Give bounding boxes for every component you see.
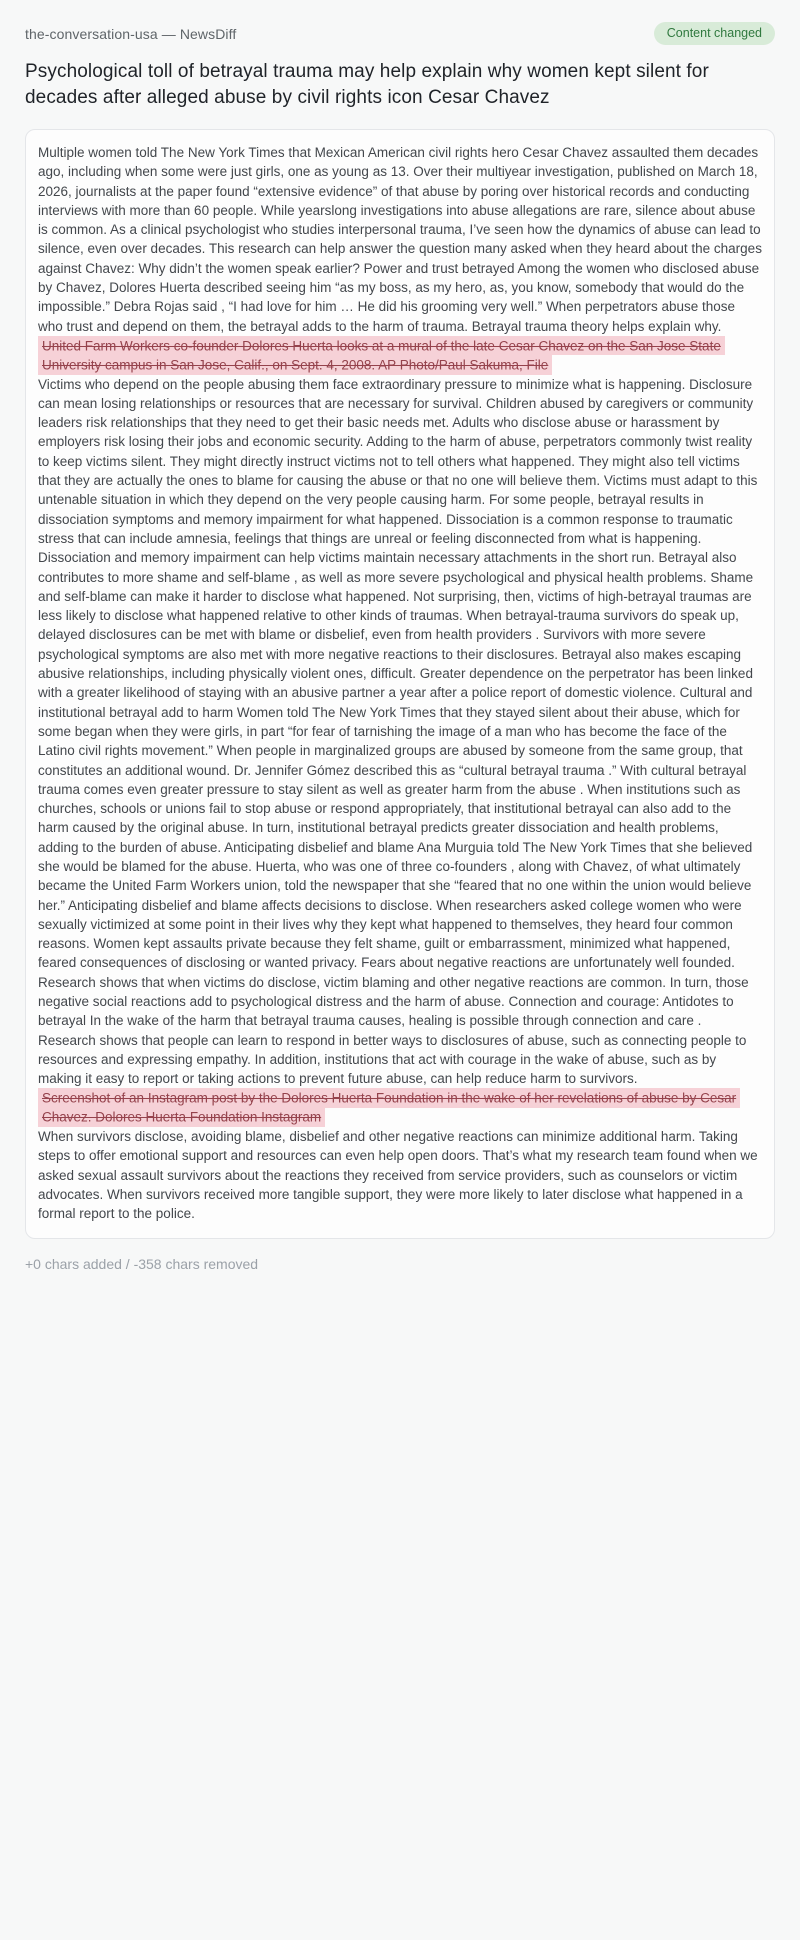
- page-title: Psychological toll of betrayal trauma may help explain why women kept silent for decades after alleged abuse by civil rights icon Cesar Chavez: [25, 61, 709, 108]
- article-segment: Multiple women told The New York Times that Mexican American civil rights hero Cesar Chavez assaulted them decades ago, including when some were just girls, one as young as 13. Over their multiyear investigation, published on March 18, 2026, journalists at the paper found “extensive evidence” of that abuse by poring over historical records and conducting interviews with more than 60 people. While yearslong investigations into abuse allegations are rare, silence about abuse is common. As a clinical psychologist who studies interpersonal trauma, I’ve seen how the dynamics of abuse can lead to silence, even over decades. This research can help answer the question many asked when they heard about the charges against Chavez: Why didn’t the women speak earlier? Power and trust betrayed Among the women who disclosed abuse by Chavez, Dolores Huerta described seeing him “as my boss, as my hero, as, you know, somebody that would do the impossible.” Debra Rojas said , “I had love for him … He did his grooming very well.” When perpetrators abuse those who trust and depend on them, the betrayal adds to the harm of trauma. Betrayal trauma theory helps explain why.: [38, 145, 762, 334]
- article-segment: When survivors disclose, avoiding blame, disbelief and other negative reactions can minimize additional harm. Taking steps to offer emotional support and resources can even help open doors. That’s what my research team found when we asked sexual assault survivors about the reactions they received from service providers, such as counselors or victim advocates. When survivors received more tangible support, they were more likely to later disclose what happened in a formal report to the police.: [38, 1129, 758, 1222]
- topbar: [25, 22, 775, 45]
- diff-summary: +0 chars added / -358 chars removed: [25, 1255, 259, 1272]
- article-body: [38, 143, 762, 1224]
- removed-segment: [38, 336, 762, 375]
- source-breadcrumb: the-conversation-usa — NewsDiff: [25, 25, 237, 42]
- removed-text: Screenshot of an Instagram post by the Dolores Huerta Foundation in the wake of her revelations of abuse by Cesar Chavez. Dolores Huerta Foundation Instagram: [38, 1088, 740, 1127]
- newsdiff-page: [25, 0, 775, 1272]
- article-diff-card: [25, 129, 775, 1239]
- status-badge: Content changed: [654, 22, 775, 45]
- removed-segment: [38, 1089, 762, 1128]
- article-segment: Victims who depend on the people abusing them face extraordinary pressure to minimize what is happening. Disclosure can mean losing relationships or resources that are necessary for survival. Children abused by caregivers or community leaders risk relationships that they need to get their basic needs met. Adults who disclose abuse or harassment by employers risk losing their jobs and economic security. Adding to the harm of abuse, perpetrators commonly twist reality to keep victims silent. They might directly instruct victims not to tell others what happened. They might also tell victims that they are actually the ones to blame for causing the abuse or that no one will believe them. Victims must adapt to this untenable situation in which they depend on the very people causing harm. For some people, betrayal results in dissociation symptoms and memory impairment for what happened. Dissociation is a common response to traumatic stress that can include amnesia, feelings that things are unreal or feeling disconnected from what is happening. Dissociation and memory impairment can help victims maintain necessary attachments in the short run. Betrayal also contributes to more shame and self-blame , as well as more severe psychological and physical health problems. Shame and self-blame can make it harder to disclose what happened. Not surprising, then, victims of high-betrayal traumas are less likely to disclose what happened relative to other kinds of traumas. When betrayal-trauma survivors do speak up, delayed disclosures can be met with blame or disbelief, even from health providers . Survivors with more severe psychological symptoms are also met with more negative reactions to their disclosures. Betrayal also makes escaping abusive relationships, including physically violent ones, difficult. Greater dependence on the perpetrator has been linked with a greater likelihood of staying with an abusive partner a year after a police report of domestic violence. Cultural and institutional betrayal add to harm Women told The New York Times that they stayed silent about their abuse, which for some began when they were girls, in part “for fear of tarnishing the image of a man who has become the face of the Latino civil rights movement.” When people in marginalized groups are abused by someone from the same group, that constitutes an additional wound. Dr. Jennifer Gómez described this as “cultural betrayal trauma .” With cultural betrayal trauma comes even greater pressure to stay silent as well as greater harm from the abuse . When institutions such as churches, schools or unions fail to stop abuse or respond appropriately, that institutional betrayal can also add to the harm caused by the original abuse. In turn, institutional betrayal predicts greater dissociation and health problems, adding to the burden of abuse. Anticipating disbelief and blame Ana Murguia told The New York Times that she believed she would be blamed for the abuse. Huerta, who was one of three co-founders , along with Chavez, of what ultimately became the United Farm Workers union, told the newspaper that she “feared that no one within the union would believe her.” Anticipating disbelief and blame affects decisions to disclose. When researchers asked college women who were sexually victimized at some point in their lives why they kept what happened to themselves, they heard four common reasons. Women kept assaults private because they felt shame, guilt or embarrassment, minimized what happened, feared consequences of disclosing or wanted privacy. Fears about negative reactions are unfortunately well founded. Research shows that when victims do disclose, victim blaming and other negative reactions are common. In turn, those negative social reactions add to psychological distress and the harm of abuse. Connection and courage: Antidotes to betrayal In the wake of the harm that betrayal trauma causes, healing is possible through connection and care . Research shows that people can learn to respond in better ways to disclosures of abuse, such as connecting people to resources and expressing empathy. In addition, institutions that act with courage in the wake of abuse, such as by making it easy to report or taking actions to prevent future abuse, can help reduce harm to survivors.: [38, 376, 758, 1087]
- removed-text: United Farm Workers co-founder Dolores Huerta looks at a mural of the late Cesar Chavez on the San Jose State University campus in San Jose, Calif., on Sept. 4, 2008. AP Photo/Paul Sakuma, File: [38, 336, 725, 375]
